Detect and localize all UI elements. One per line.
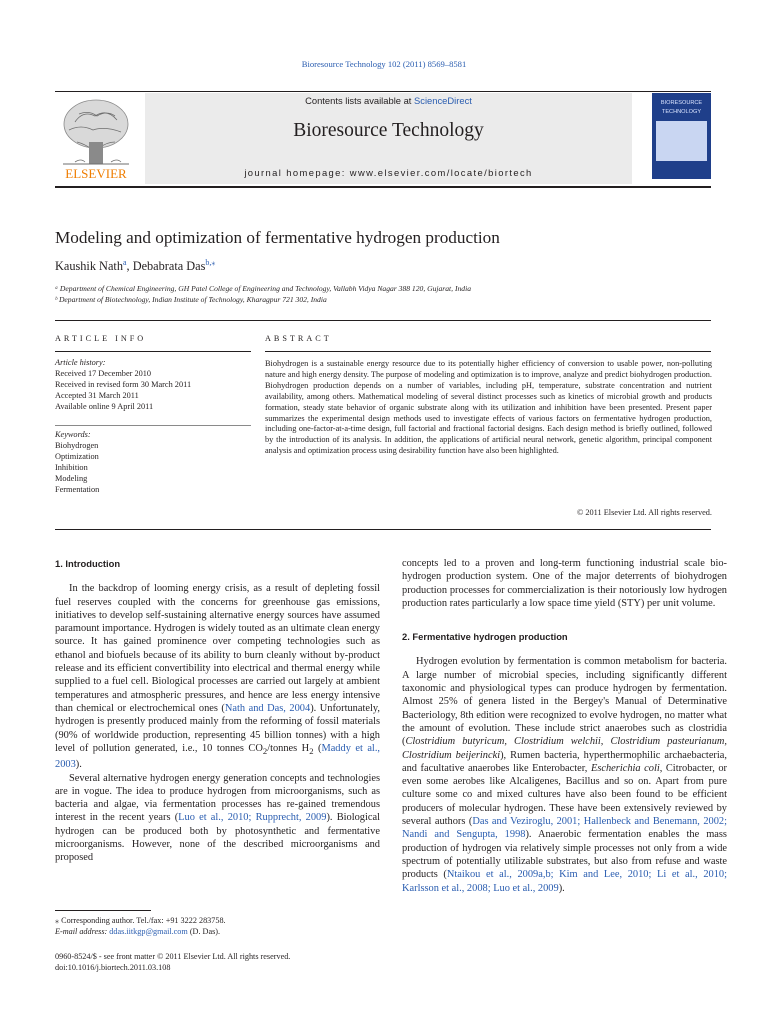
history-item: Available online 9 April 2011 bbox=[55, 402, 154, 411]
contents-available-line bbox=[145, 95, 632, 106]
affiliation-b: ᵇ Department of Biotechnology, Indian Institute of Technology, Kharagpur 721 302, India bbox=[55, 295, 327, 304]
author-name[interactable]: Debabrata Das bbox=[132, 259, 206, 273]
article-title: Modeling and optimization of fermentative hydrogen production bbox=[55, 228, 500, 247]
citation-link[interactable]: Ntaikou et al., 2009a,b; Kim and Lee, 2010; Li et al., 2010; Karlsson et al., 2008; Luo et al., 2009 bbox=[402, 869, 727, 894]
article-info-rule bbox=[55, 351, 251, 352]
paragraph: In the backdrop of looming energy crisis, as a result of depleting fossil fuel reserves coupled with the concerns for greenhouse gas emissions, initiatives to develop self-sustaining alternative energy sources have assumed paramount importance. Hydrogen is widely touted as an ultimate clean energy source. It has gained prominence over competing technologies such as ethanol and biofuels because of its ability to burn cleanly without by-product release and its efficient convertibility into electrical and thermal energy while supplied to a fuel cell. Biological processes are carried out largely at ambient temperatures and atmospheric pressures, and hence are less energy intensive than chemical or electrochemical ones (Nath and Das, 2004). Unfortunately, hydrogen is presently produced mainly from the reforming of fossil materials (90% of worldwide production, representing 45 billion tonnes) with a high level of pollution generated, i.e., 10 tonnes $CO_2$/tonnes $H_2$ (Maddy et al., 2003). bbox=[55, 583, 381, 771]
abstract-rule bbox=[265, 351, 711, 352]
keyword: Fermentation bbox=[55, 485, 100, 494]
email-note: E-mail address: ddas.iitkgp@gmail.com (D. Das). bbox=[55, 927, 221, 936]
paragraph: Hydrogen evolution by fermentation is common metabolism for bacteria. A large number of microbial species, including significantly different taxonomic and physiological types can produce hydrogen by fermentation. Almost 25% of genera listed in the Bergey's Manual of Determinative Bacteriology, 8th edition were recognized to evolve hydrogen, no matter what the amount of evolution. These include strict anaerobes such as clostridia (Clostridium butyricum, Clostridium welchii, Clostridium pasteurianum, Clostridium beijerincki), Rumen bacteria, hyperthermophilic archaebacteria, and facultative anaerobes like Enterobacter, Escherichia coli, Citrobacter, or even some aerobes like Alcaligenes, Bacillus and so on. Apart from pure culture some co and mixed cultures have also been found to be efficient producers of molecular hydrogen. These have been extensively reviewed by several authors (Das and Veziroglu, 2001; Hallenbeck and Benemann, 2002; Nandi and Sengupta, 1998). Anaerobic fermentation enables the mass production of hydrogen via relatively simple processes not only from a wide spectrum of potentially utilizable substrates, but also from refuse and waste products (Ntaikou et al., 2009a,b; Kim and Lee, 2010; Li et al., 2010; Karlsson et al., 2008; Luo et al., 2009). bbox=[402, 656, 728, 894]
history-label: Article history: bbox=[55, 358, 106, 367]
affiliation-marker[interactable]: b,⁎ bbox=[205, 257, 216, 267]
corresponding-author-note: ⁎ Corresponding author. Tel./fax: +91 3222 283758. bbox=[55, 916, 226, 925]
sciencedirect-link[interactable]: ScienceDirect bbox=[414, 95, 472, 106]
masthead-bottom-rule bbox=[55, 186, 711, 188]
cover-title-line-2: TECHNOLOGY bbox=[661, 109, 702, 115]
cover-illustration bbox=[656, 121, 707, 161]
keyword: Inhibition bbox=[55, 463, 88, 472]
keywords-label: Keywords: bbox=[55, 430, 91, 439]
keywords-rule bbox=[55, 425, 251, 426]
article-info-heading: ARTICLE INFO bbox=[55, 334, 147, 343]
section-heading-fermentative: 2. Fermentative hydrogen production bbox=[402, 631, 568, 643]
elsevier-wordmark: ELSEVIER bbox=[65, 166, 127, 181]
history-item: Accepted 31 March 2011 bbox=[55, 391, 139, 400]
paragraph: concepts led to a proven and long-term functioning industrial scale bio-hydrogen production system. One of the major deterrents of biohydrogen production processes for commercialization is their notoriously low hydrogen production rates particularly a low space time yield (STY) per unit volume. bbox=[402, 558, 727, 609]
masthead-top-rule bbox=[55, 91, 711, 92]
author-separator: , bbox=[126, 259, 133, 273]
issn-line: 0960-8524/$ - see front matter © 2011 Elsevier Ltd. All rights reserved. bbox=[55, 952, 291, 961]
keyword: Modeling bbox=[55, 474, 88, 483]
affiliation-a: ᵃ Department of Chemical Engineering, GH Patel College of Engineering and Technology, Vallabh Vidya Nagar 388 120, Gujarat, India bbox=[55, 284, 471, 293]
keyword: Biohydrogen bbox=[55, 441, 99, 450]
doi-link[interactable]: doi:10.1016/j.biortech.2011.03.108 bbox=[55, 963, 171, 972]
title-divider bbox=[55, 320, 711, 321]
section-heading-introduction: 1. Introduction bbox=[55, 558, 121, 569]
keyword: Optimization bbox=[55, 452, 99, 461]
affiliation-marker[interactable]: a bbox=[122, 257, 127, 267]
citation-link[interactable]: Nath and Das, 2004 bbox=[224, 702, 311, 714]
journal-citation-link[interactable]: Bioresource Technology 102 (2011) 8569–8581 bbox=[301, 59, 467, 69]
copyright-notice: © 2011 Elsevier Ltd. All rights reserved. bbox=[576, 508, 712, 517]
journal-title: Bioresource Technology bbox=[293, 120, 484, 141]
author-name[interactable]: Kaushik Nath bbox=[55, 259, 123, 273]
journal-homepage-link[interactable]: journal homepage: www.elsevier.com/locate/biortech bbox=[244, 167, 533, 178]
paragraph: Several alternative hydrogen energy generation concepts and technologies are in vogue. The idea to produce hydrogen from microorganisms, such as bacteria and algae, via fermentation processes has re-gained tremendous interest in the recent years (Luo et al., 2010; Rupprecht, 2009). Biological hydrogen can be produced both by photosynthetic and fermentative microorganisms. However, none of the described microorganisms and proposed bbox=[55, 772, 381, 864]
history-item: Received in revised form 30 March 2011 bbox=[55, 380, 192, 389]
citation-link[interactable]: Das and Veziroglu, 2001; Hallenbeck and Benemann, 2002; Nandi and Sengupta, 1998 bbox=[402, 816, 727, 841]
abstract-heading: ABSTRACT bbox=[265, 334, 332, 343]
contents-prefix: Contents lists available at bbox=[305, 95, 415, 106]
history-item: Received 17 December 2010 bbox=[55, 369, 152, 378]
elsevier-tree-logo[interactable] bbox=[55, 94, 137, 182]
body-column-right bbox=[402, 557, 727, 895]
email-link[interactable]: ddas.iitkgp@gmail.com bbox=[109, 927, 188, 936]
citation-link[interactable]: Maddy et al., 2003 bbox=[55, 742, 381, 771]
abstract-text: Biohydrogen is a sustainable energy resource due to its potentially higher efficiency of conversion to usable power, non-polluting nature and high energy density. The purpose of modeling and optimization is to improve, analyze and predict biohydrogen production. Biohydrogen production depends on a number of variables, including pH, temperature, substrate concentration and nutrient availability, among others. Mathematical modeling of several distinct processes such as kinetics of microbial growth and products formation, steady state behavior of organic substrate along with its utilization and inhibition have been presented. Present paper summarizes the experimental design methods used to investigate effects of various factors on fermentative hydrogen production, including one-factor-at-a-time design, full factorial and fractional factorial designs. Each design method is briefly outlined, followed by the introduction of its analysis. In addition, the applications of artificial neural network, genetic algorithm, principal component analysis and optimization process using desirability function have also been highlighted. bbox=[265, 359, 712, 456]
cover-title-line-1: BIORESOURCE bbox=[660, 100, 703, 106]
author-list bbox=[55, 259, 215, 274]
citation-link[interactable]: Luo et al., 2010; Rupprecht, 2009 bbox=[178, 812, 327, 824]
body-column-left bbox=[55, 557, 380, 865]
footnote-rule bbox=[55, 910, 151, 911]
abstract-bottom-rule bbox=[55, 529, 711, 530]
